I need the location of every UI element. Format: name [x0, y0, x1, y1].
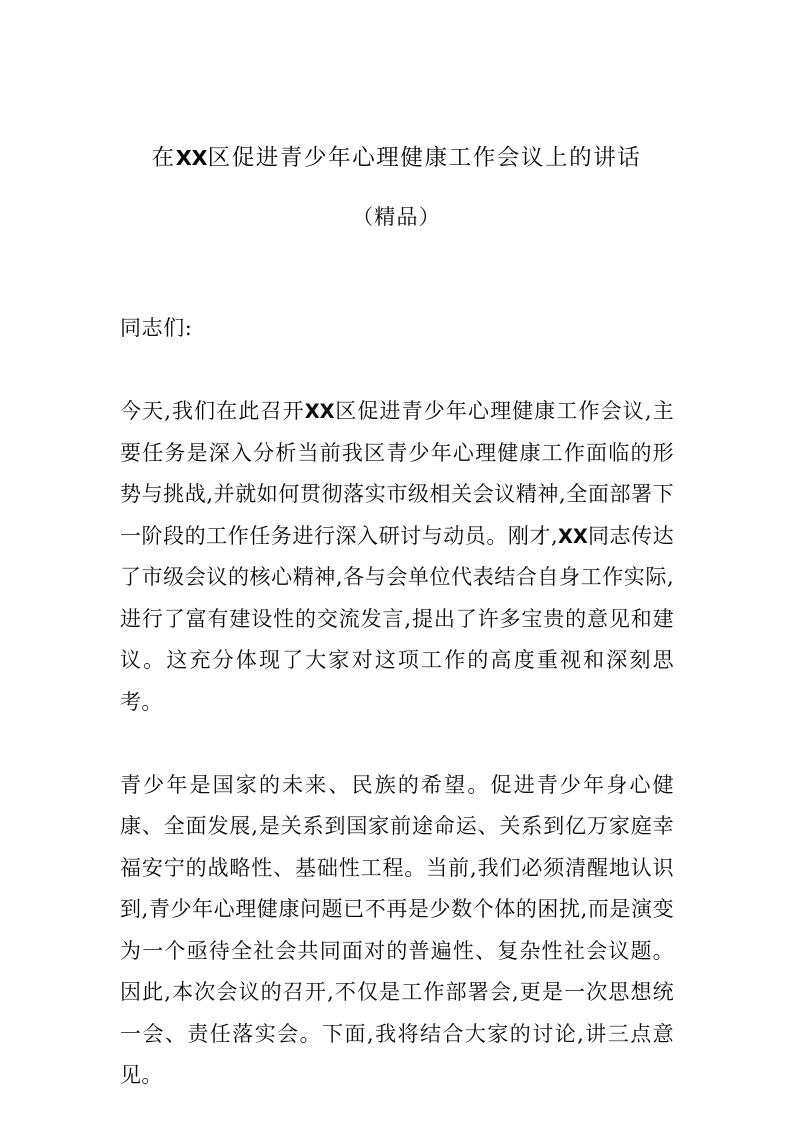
page-title [0, 141, 793, 175]
paragraph-2: 青少年是国家的未来、民族的希望。促进青少年身心健康、全面发展,是关系到国家前途命运、关系到亿万家庭幸福安宁的战略性、基础性工程。当前,我们必须清醒地认识到,青少年心理健康问题已不再是少数个体的困扰,而是演变为一个亟待全社会共同面对的普遍性、复杂性社会议题。因此,本次会议的召开,不仅是工作部署会,更是一次思想统一会、责任落实会。下面,我将结合大家的讨论,讲三点意见。 [120, 772, 674, 1087]
placeholder-token: XX [558, 524, 588, 548]
page-title-suffix: 区促进青少年心理健康工作会议上的讲话 [207, 145, 642, 172]
document-subtitle: （精品） [352, 205, 441, 229]
placeholder-token: XX [304, 400, 335, 423]
paragraph-1: 今天,我们在此召开XX区促进青少年心理健康工作会议,主要任务是深入分析当前我区青少年心理健康工作面临的形势与挑战,并就如何贯彻落实市级相关会议精神,全面部署下一阶段的工作任务进行深入研讨与动员。刚才,XX同志传达了市级会议的核心精神,各与会单位代表结合自身工作实际,进行了富有建设性的交流发言,提出了许多宝贵的意见和建议。这充分体现了大家对这项工作的高度重视和深刻思考。 [120, 399, 675, 714]
salutation: 同志们: [120, 316, 193, 340]
page-title-placeholder-token: XX [175, 146, 208, 171]
document-body [120, 308, 674, 1097]
page-title-prefix: 在 [151, 145, 176, 172]
